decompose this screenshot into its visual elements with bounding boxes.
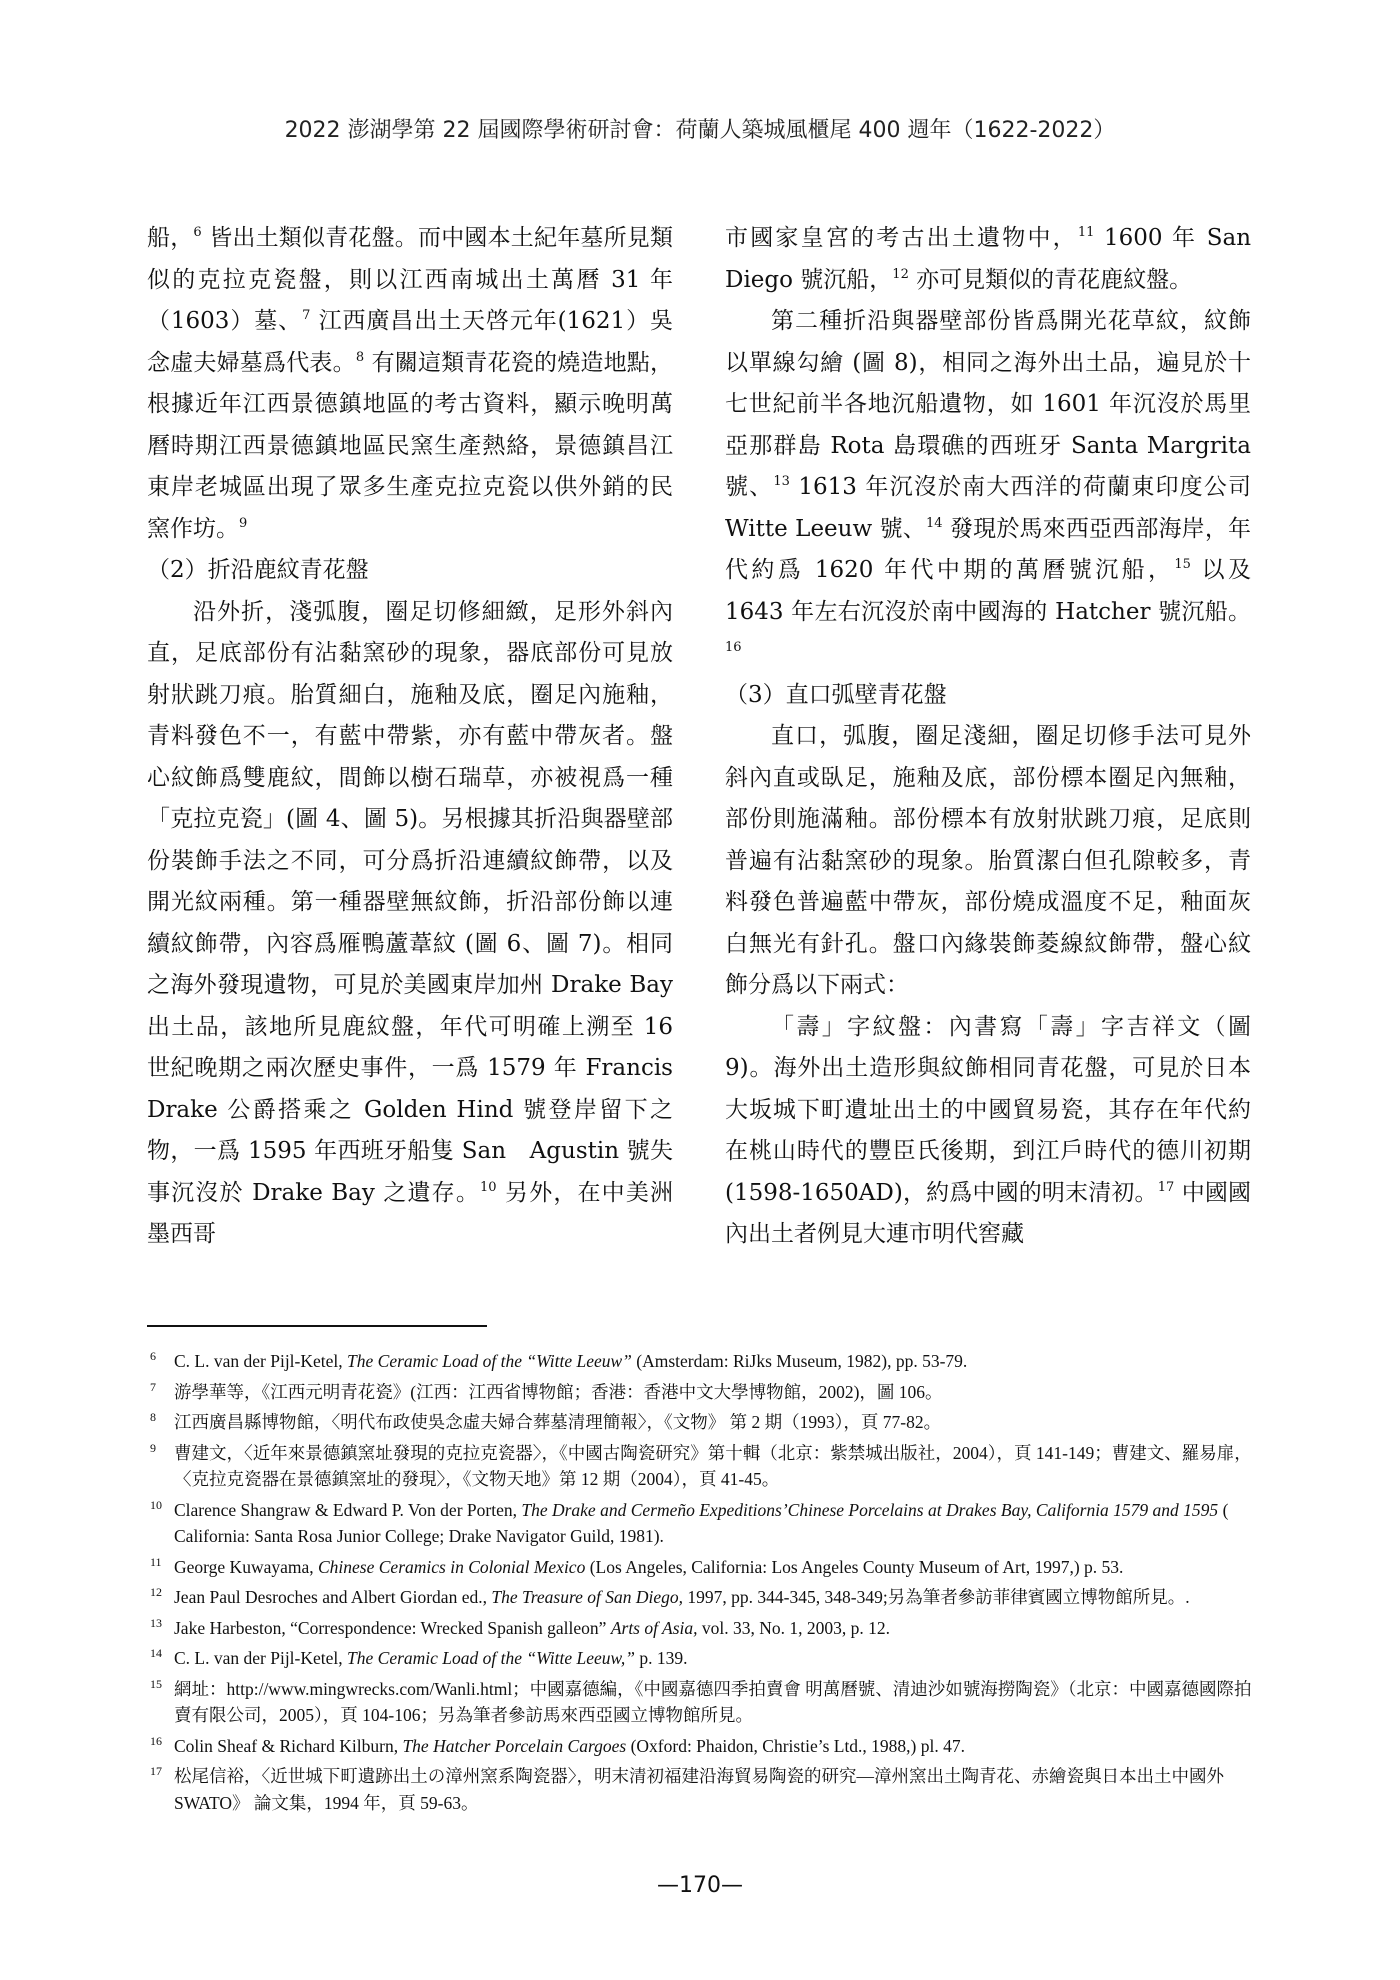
footnote-number: 10 — [150, 1497, 162, 1512]
footnote-text: C. L. van der Pijl-Ketel, — [174, 1351, 348, 1371]
footnote-text: (Oxford: Phaidon, Christie’s Ltd., 1988,) pl. 47. — [626, 1735, 966, 1756]
footnote-ref[interactable]: 6 — [193, 225, 202, 240]
footnote-separator — [147, 1325, 487, 1327]
text-run: 亦可見類似的青花鹿紋盤。 — [908, 266, 1193, 293]
footnote — [147, 1763, 1259, 1816]
footnote — [147, 1676, 1259, 1729]
running-header: 2022 澎湖學第 22 屆國際學術研討會：荷蘭人築城風櫃尾 400 週年（1622-2022） — [284, 118, 1116, 143]
text-run: 1600 年 San Diego 號沉船， — [725, 225, 1252, 293]
footnote-ref[interactable]: 15 — [1174, 557, 1191, 572]
left-column — [147, 218, 673, 1256]
footnote-text: Clarence Shangraw & Edward P. Von der Porten, — [174, 1499, 522, 1520]
footnote-ref[interactable]: 7 — [302, 308, 311, 323]
footnote — [147, 1615, 1259, 1642]
footnote-ref[interactable]: 14 — [925, 515, 943, 531]
footnote-text: (Los Angeles, California: Los Angeles County Museum of Art, 1997,) p. 53. — [585, 1556, 1124, 1577]
body-paragraph — [147, 218, 673, 550]
section-heading: （3）直口弧壁青花盤 — [725, 681, 947, 708]
footnote-number: 9 — [150, 1440, 156, 1455]
body-paragraph — [147, 592, 673, 1256]
footnote — [147, 1409, 1259, 1436]
footnote-ref[interactable]: 16 — [725, 640, 742, 655]
footnote — [147, 1379, 1259, 1406]
footnote-ref[interactable]: 8 — [355, 349, 365, 365]
footnote-text: George Kuwayama, — [174, 1556, 318, 1577]
footnote-text: (Amsterdam: RiJks Museum, 1982), pp. 53-79. — [631, 1351, 968, 1371]
footnote-text: ( California: Santa Rosa Junior College; Drake Navigator Guild, 1981). — [174, 1499, 1229, 1546]
footnote-title: The Drake and Cermeño Expeditions’Chinese Porcelains at Drakes Bay, California 1579 and 1595 — [521, 1499, 1219, 1520]
footnote-text: 松尾信裕，〈近世城下町遺跡出土の漳州窯系陶瓷器〉，明末清初福建沿海貿易陶瓷的研究—漳州窯出土陶青花、赤繪瓷與日本出土中國外 SWATO》 論文集，1994 年，頁 59-63。 — [174, 1766, 1224, 1813]
footnote-number: 8 — [150, 1410, 156, 1424]
footnote-text: Colin Sheaf & Richard Kilburn, — [174, 1735, 403, 1756]
footnote-number: 16 — [150, 1733, 162, 1748]
text-run: 市國家皇宮的考古出土遺物中， — [725, 225, 1078, 251]
text-run: 第二種折沿與器壁部份皆爲開光花草紋，紋飾以單線勾繪 (圖 8)，相同之海外出土品，遍見於十七世紀前半各地沉船遺物，如 1601 年沉沒於馬里亞那群島 Rota 島環礁的西班牙 Santa Margrita 號、 — [725, 308, 1251, 500]
footnote-number: 15 — [150, 1676, 162, 1691]
footnote-title: Arts of Asia, — [610, 1617, 698, 1638]
footnote-text: Jean Paul Desroches and Albert Giordan ed., — [174, 1587, 492, 1607]
footnote-number: 7 — [150, 1379, 156, 1394]
text-run: 「壽」字紋盤：內書寫「壽」字吉祥文（圖 9)。海外出土造形與紋飾相同青花盤，可見於日本大坂城下町遺址出土的中國貿易瓷，其存在年代約在桃山時代的豐臣氏後期，到江戶時代的德川初期 (1598-1650AD)，約爲中國的明末清初。 — [725, 1013, 1251, 1206]
footnote-number: 11 — [150, 1554, 162, 1569]
right-column — [725, 218, 1251, 1256]
footnote — [147, 1645, 1259, 1672]
footnote-title: The Ceramic Load of the “Witte Leeuw,” — [347, 1648, 635, 1668]
footnotes — [147, 1348, 1259, 1820]
text-run: 發現於馬來西亞西部海岸，年代約爲 1620 年代中期的萬曆號沉船， — [725, 515, 1252, 583]
text-run: 沿外折，淺弧腹，圈足切修細緻，足形外斜內直，足底部份有沾黏窯砂的現象，器底部份可見放射狀跳刀痕。胎質細白，施釉及底，圈足內施釉，青料發色不一，有藍中帶紫，亦有藍中帶灰者。盤心紋飾爲雙鹿紋，間飾以樹石瑞草，亦被視爲一種「克拉克瓷」(圖 4、圖 5)。另根據其折沿與器壁部份裝飾手法之不同，可分爲折沿連續紋飾帶，以及開光紋兩種。第一種器壁無紋飾，折沿部份飾以連續紋飾帶，內容爲雁鴨蘆葦紋 (圖 6、圖 7)。相同之海外發現遺物，可見於美國東岸加州 Drake Bay 出土品，該地所見鹿紋盤，年代可明確上溯至 16 世紀晚期之兩次歷史事件，一爲 1579 年 Francis Drake 公爵搭乘之 Golden Hind 號登岸留下之物，一爲 1595 年西班牙船隻 San Agustin 號失事沉沒於 Drake Bay 之遺存。 — [147, 598, 673, 1206]
text-run: 船， — [147, 225, 194, 251]
text-run: 中國國內出土者例見大連市明代窖藏 — [725, 1179, 1252, 1247]
footnote-text: 曹建文，〈近年來景德鎮窯址發現的克拉克瓷器〉，《中國古陶瓷研究》第十輯（北京：紫禁城出版社，2004），頁 141-149；曹建文、羅易扉，〈克拉克瓷器在景德鎮窯址的發現〉，《文物天地》第 12 期（2004），頁 41-45。 — [174, 1442, 1252, 1489]
footnote-title: The Treasure of San Diego, — [491, 1587, 684, 1607]
footnote-number: 12 — [150, 1585, 162, 1599]
footnote — [147, 1497, 1259, 1550]
footnote-text: 1997, pp. 344-345, 348-349;另為筆者參訪菲律賓國立博物館所見。. — [683, 1587, 1190, 1607]
text-run: 另外，在中美洲墨西哥 — [147, 1179, 673, 1247]
footnote-ref[interactable]: 10 — [480, 1179, 497, 1195]
footnote-number: 6 — [150, 1349, 156, 1363]
footnote — [147, 1733, 1259, 1760]
body-paragraph — [725, 1007, 1251, 1256]
footnote-ref[interactable]: 9 — [239, 515, 248, 531]
footnote-number: 13 — [150, 1615, 162, 1630]
footnote — [147, 1584, 1259, 1611]
footnote — [147, 1348, 1259, 1375]
section-heading: （2）折沿鹿紋青花盤 — [147, 557, 369, 583]
footnote-number: 14 — [150, 1646, 162, 1660]
footnote-title: The Ceramic Load of the “Witte Leeuw” — [347, 1351, 632, 1371]
body-paragraph — [725, 218, 1251, 301]
footnote-ref[interactable]: 13 — [773, 474, 790, 489]
footnote-text: p. 139. — [634, 1648, 688, 1668]
text-run: 江西廣昌出土天啓元年(1621）吳念虛夫婦墓爲代表。 — [147, 308, 673, 376]
footnote-ref[interactable]: 11 — [1077, 225, 1095, 240]
footnote-text: 江西廣昌縣博物館，〈明代布政使吳念虛夫婦合葬墓清理簡報〉，《文物》 第 2 期（1993），頁 77-82。 — [174, 1412, 942, 1432]
footnote — [147, 1440, 1259, 1493]
text-run: 以及 1643 年左右沉沒於南中國海的 Hatcher 號沉船。 — [725, 557, 1252, 625]
footnote-ref[interactable]: 17 — [1157, 1179, 1175, 1195]
text-run: 有關這類青花瓷的燒造地點，根據近年江西景德鎮地區的考古資料，顯示晚明萬曆時期江西景德鎮地區民窯生產熱絡，景德鎮昌江東岸老城區出現了眾多生產克拉克瓷以供外銷的民窯作坊。 — [147, 349, 674, 542]
footnote-ref[interactable]: 12 — [892, 266, 909, 282]
footnote — [147, 1554, 1259, 1581]
body-paragraph — [725, 301, 1251, 675]
text-run: 皆出土類似青花盤。而中國本土紀年墓所見類似的克拉克瓷盤，則以江西南城出土萬曆 31 年（1603）墓、 — [147, 225, 674, 334]
page-number: —170— — [657, 1873, 743, 1898]
text-run: 1613 年沉沒於南大西洋的荷蘭東印度公司 Witte Leeuw 號、 — [725, 474, 1252, 542]
footnote-title: The Hatcher Porcelain Cargoes — [402, 1735, 627, 1756]
footnote-text: 游學華等，《江西元明青花瓷》(江西：江西省博物館；香港：香港中文大學博物館，2002)，圖 106。 — [174, 1381, 943, 1402]
body-paragraph: 直口，弧腹，圈足淺細，圈足切修手法可見外斜內直或臥足，施釉及底，部份標本圈足內無釉，部份則施滿釉。部份標本有放射狀跳刀痕，足底則普遍有沾黏窯砂的現象。胎質潔白但孔隙較多，青料發色普遍藍中帶灰，部份燒成溫度不足，釉面灰白無光有針孔。盤口內緣裝飾菱線紋飾帶，盤心紋飾分爲以下兩式： — [725, 723, 1251, 998]
footnote-number: 17 — [150, 1764, 162, 1778]
footnote-text: C. L. van der Pijl-Ketel, — [174, 1648, 348, 1668]
footnote-text: 網址：http://www.mingwrecks.com/Wanli.html；中國嘉德編，《中國嘉德四季拍賣會 明萬曆號、清迪沙如號海撈陶瓷》（北京：中國嘉德國際拍賣有限公司，2005），頁 104-106；另為筆者參訪馬來西亞國立博物館所見。 — [174, 1678, 1252, 1725]
footnote-text: Jake Harbeston, “Correspondence: Wrecked Spanish galleon” — [174, 1617, 611, 1638]
footnote-text: vol. 33, No. 1, 2003, p. 12. — [697, 1617, 891, 1638]
footnote-title: Chinese Ceramics in Colonial Mexico — [318, 1556, 586, 1577]
